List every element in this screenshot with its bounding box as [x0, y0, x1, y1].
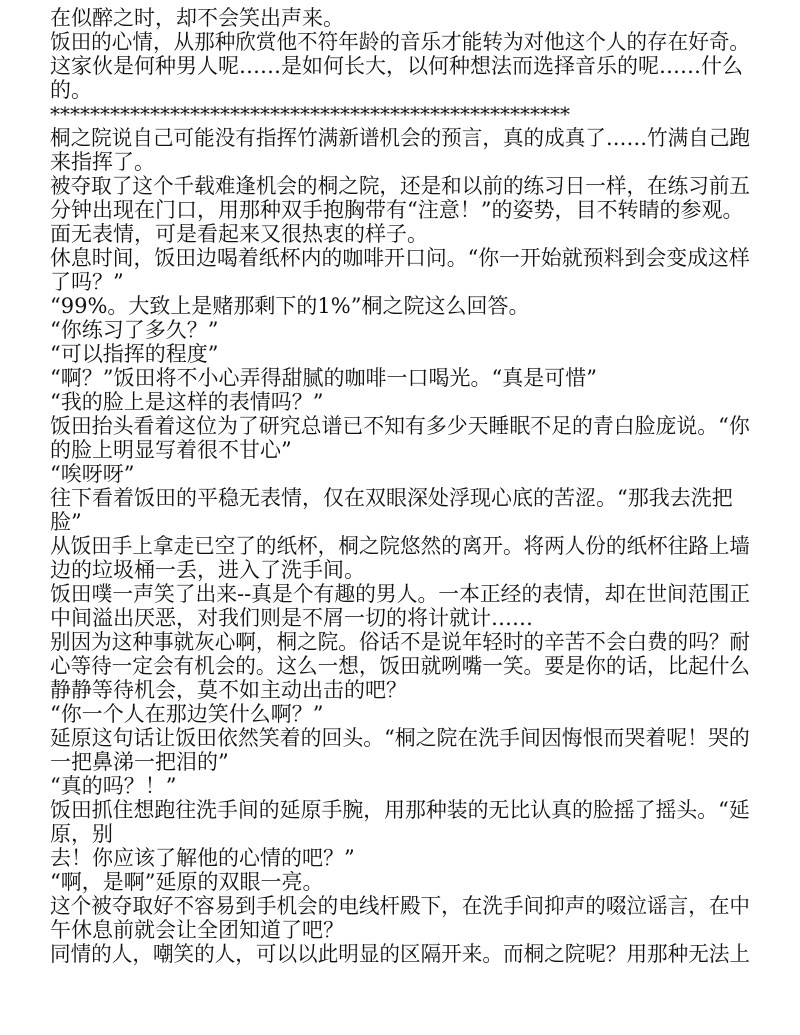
text-line: 在似醉之时，却不会笑出声来。 [50, 6, 344, 30]
text-line: 心等待一定会有机会的。这么一想，饭田就咧嘴一笑。要是你的话，比起什么 [50, 654, 751, 678]
text-line: 从饭田手上拿走已空了的纸杯，桐之院悠然的离开。将两人份的纸杯往路上墙 [50, 534, 751, 558]
text-line: 去！你应该了解他的心情的吧？” [50, 846, 355, 870]
text-line: 这家伙是何种男人呢……是如何长大，以何种想法而选择音乐的呢……什么 [50, 54, 743, 78]
text-line: 往下看着饭田的平稳无表情，仅在双眼深处浮现心底的苦涩。“那我去洗把 [50, 486, 733, 510]
section-divider: **************************************************** [50, 102, 570, 126]
text-line: 饭田抬头看着这位为了研究总谱已不知有多少天睡眠不足的青白脸庞说。“你 [50, 414, 750, 438]
text-line: 中间溢出厌恶，对我们则是不屑一切的将计就计…… [50, 606, 533, 630]
text-line: “真的吗？！” [50, 774, 177, 798]
text-line: 同情的人，嘲笑的人，可以以此明显的区隔开来。而桐之院呢？用那种无法上 [50, 942, 751, 966]
text-line: 面无表情，可是看起来又很热衷的样子。 [50, 222, 428, 246]
text-line: 脸” [50, 510, 82, 534]
text-line: 桐之院说自己可能没有指挥竹满新谱机会的预言，真的成真了……竹满自己跑 [50, 126, 751, 150]
text-line: 别因为这种事就灰心啊，桐之院。俗话不是说年轻时的辛苦不会白费的吗？耐 [50, 630, 751, 654]
text-line: 饭田噗一声笑了出来--真是个有趣的男人。一本正经的表情，却在世间范围正 [50, 582, 751, 606]
text-line: “可以指挥的程度” [50, 342, 219, 366]
text-line: 分钟出现在门口，用那种双手抱胸带有“注意！”的姿势，目不转睛的参观。 [50, 198, 744, 222]
text-line: “你一个人在那边笑什么啊？” [50, 702, 324, 726]
text-line: 了吗？” [50, 270, 124, 294]
text-line: 午休息前就会让全团知道了吧？ [50, 918, 344, 942]
text-line: 边的垃圾桶一丢，进入了洗手间。 [50, 558, 365, 582]
text-line: “啊，是啊”延原的双眼一亮。 [50, 870, 324, 894]
text-line: 原，别 [50, 822, 113, 846]
text-line: 的。 [50, 78, 92, 102]
document-page [50, 6, 750, 966]
text-line: “啊？”饭田将不小心弄得甜腻的咖啡一口喝光。“真是可惜” [50, 366, 597, 390]
text-line: “唉呀呀” [50, 462, 135, 486]
text-line: 一把鼻涕一把泪的” [50, 750, 229, 774]
text-line: “你练习了多久？” [50, 318, 219, 342]
text-line: “我的脸上是这样的表情吗？” [50, 390, 324, 414]
text-line: “99%。大致上是赌那剩下的1%”桐之院这么回答。 [50, 294, 530, 318]
text-line: 饭田的心情，从那种欣赏他不符年龄的音乐才能转为对他这个人的存在好奇。 [50, 30, 751, 54]
text-line: 休息时间，饭田边喝着纸杯内的咖啡开口问。“你一开始就预料到会变成这样 [50, 246, 750, 270]
text-line: 饭田抓住想跑往洗手间的延原手腕，用那种装的无比认真的脸摇了摇头。“延 [50, 798, 750, 822]
text-line: 这个被夺取好不容易到手机会的电线杆殿下，在洗手间抑声的啜泣谣言，在中 [50, 894, 751, 918]
text-line: 的脸上明显写着很不甘心” [50, 438, 292, 462]
text-line: 延原这句话让饭田依然笑着的回头。“桐之院在洗手间因悔恨而哭着呢！哭的 [50, 726, 750, 750]
text-line: 被夺取了这个千载难逢机会的桐之院，还是和以前的练习日一样，在练习前五 [50, 174, 751, 198]
text-line: 静静等待机会，莫不如主动出击的吧？ [50, 678, 407, 702]
text-line: 来指挥了。 [50, 150, 155, 174]
